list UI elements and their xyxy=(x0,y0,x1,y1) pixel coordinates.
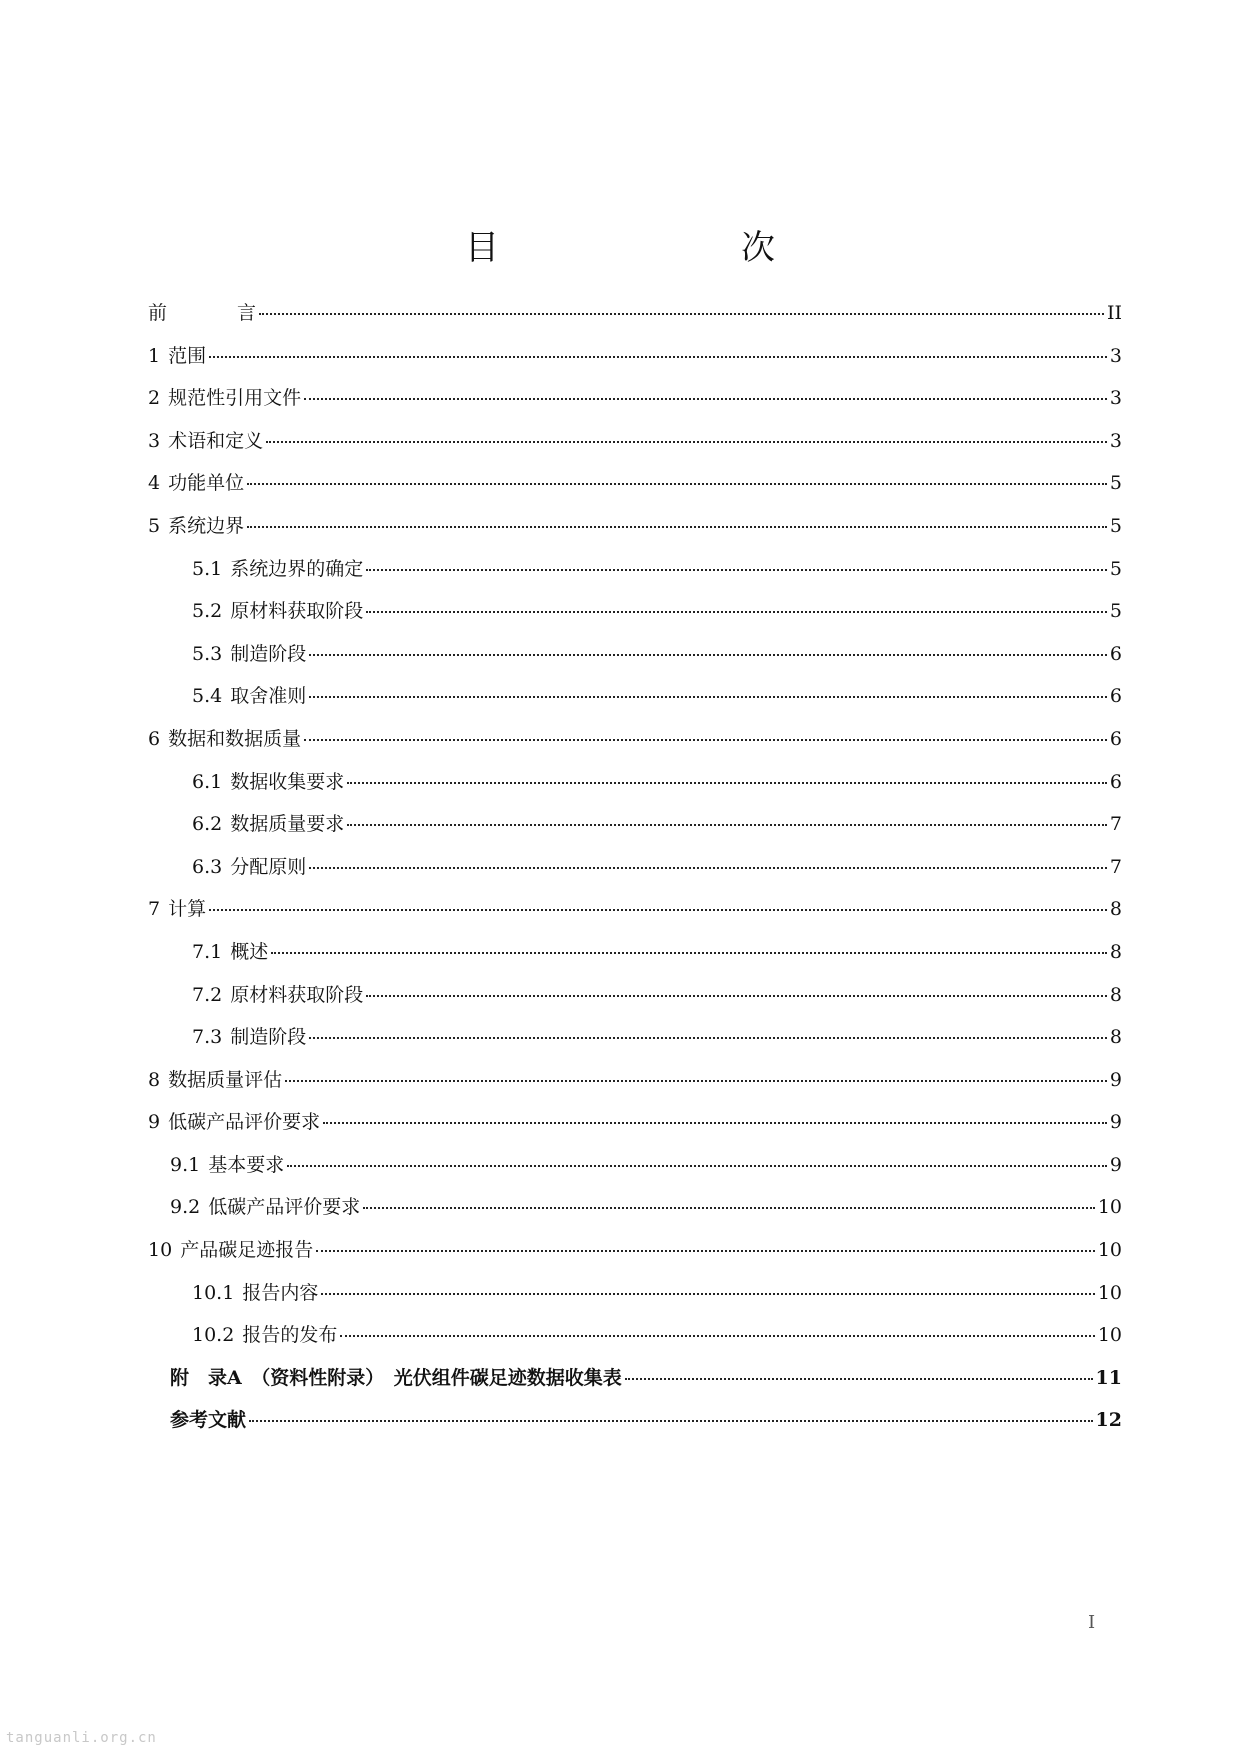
dot-leader xyxy=(247,483,1107,485)
toc-entry-number: 7.2 xyxy=(192,983,223,1006)
dot-leader xyxy=(366,995,1107,997)
toc-page-number: II xyxy=(1106,302,1122,324)
toc-entry-text: 制造阶段 xyxy=(230,642,307,665)
page-number: I xyxy=(1088,1612,1096,1633)
toc-subentry[interactable] xyxy=(148,554,1122,597)
dot-leader xyxy=(309,867,1107,869)
toc-page-number: 5 xyxy=(1109,514,1122,537)
dot-leader xyxy=(209,356,1107,358)
toc-page-number: 8 xyxy=(1109,940,1122,963)
toc-page-number: 12 xyxy=(1095,1409,1122,1432)
toc-page-number: 10 xyxy=(1097,1239,1122,1262)
toc-page-number: 8 xyxy=(1109,1026,1122,1049)
toc-entry-text: 言 xyxy=(237,302,257,324)
dot-leader xyxy=(266,441,1107,443)
toc-entry-number: 10 xyxy=(148,1239,173,1262)
toc-entry-text: 产品碳足迹报告 xyxy=(180,1239,314,1262)
table-of-contents xyxy=(148,298,1122,1448)
toc-page-number: 9 xyxy=(1109,1153,1122,1176)
toc-entry-text: 范围 xyxy=(168,344,207,367)
toc-page-number: 9 xyxy=(1109,1068,1122,1091)
toc-entry-text: 原材料获取阶段 xyxy=(230,983,364,1006)
toc-entry-number: 10.1 xyxy=(192,1281,235,1304)
dot-leader xyxy=(304,398,1107,400)
toc-entry-number: 10.2 xyxy=(192,1324,235,1347)
dot-leader xyxy=(309,654,1107,656)
toc-entry-number: 1 xyxy=(148,344,161,367)
toc-entry[interactable] xyxy=(148,1235,1122,1278)
toc-subentry[interactable] xyxy=(148,681,1122,724)
toc-entry-references[interactable] xyxy=(148,1405,1122,1448)
toc-subentry[interactable] xyxy=(148,809,1122,852)
toc-entry-number: 2 xyxy=(148,387,161,410)
toc-subentry[interactable] xyxy=(148,1150,1122,1193)
toc-entry-number: 6.1 xyxy=(192,770,223,793)
toc-entry-number: 6.2 xyxy=(192,813,223,836)
toc-entry-text: 基本要求 xyxy=(208,1153,285,1176)
toc-entry-text: 概述 xyxy=(230,940,269,963)
toc-entry-text: 计算 xyxy=(168,898,207,921)
dot-leader xyxy=(287,1165,1107,1167)
toc-page-number: 7 xyxy=(1109,855,1122,878)
toc-page-number: 9 xyxy=(1109,1111,1122,1134)
toc-entry[interactable] xyxy=(148,511,1122,554)
toc-entry-text: 取舍准则 xyxy=(230,685,307,708)
toc-entry[interactable] xyxy=(148,383,1122,426)
toc-subentry[interactable] xyxy=(148,1320,1122,1363)
dot-leader xyxy=(285,1080,1107,1082)
toc-entry-number: 8 xyxy=(148,1068,161,1091)
toc-title: 目 次 xyxy=(465,228,833,268)
toc-entry-number: 5.2 xyxy=(192,600,223,623)
toc-entry-number: 7.1 xyxy=(192,940,223,963)
toc-page-number: 8 xyxy=(1109,983,1122,1006)
toc-entry-text: 制造阶段 xyxy=(230,1026,307,1049)
toc-entry-number: 6 xyxy=(148,727,161,750)
toc-entry-number: 5.1 xyxy=(192,557,223,580)
toc-page-number: 5 xyxy=(1109,557,1122,580)
toc-page-number: 10 xyxy=(1097,1196,1122,1219)
toc-page-number: 6 xyxy=(1109,685,1122,708)
toc-entry[interactable] xyxy=(148,724,1122,767)
toc-entry-text: 原材料获取阶段 xyxy=(230,600,364,623)
toc-subentry[interactable] xyxy=(148,980,1122,1023)
dot-leader xyxy=(340,1335,1094,1337)
toc-entry-number: 7 xyxy=(148,898,161,921)
toc-entry-text: 系统边界的确定 xyxy=(230,557,364,580)
toc-subentry[interactable] xyxy=(148,852,1122,895)
dot-leader xyxy=(271,952,1107,954)
toc-entry-text: 数据和数据质量 xyxy=(168,727,302,750)
toc-entry-text: 规范性引用文件 xyxy=(168,387,302,410)
dot-leader xyxy=(316,1250,1095,1252)
toc-page-number: 10 xyxy=(1097,1324,1122,1347)
toc-entry-text: 功能单位 xyxy=(168,472,245,495)
toc-page-number: 6 xyxy=(1109,727,1122,750)
dot-leader xyxy=(259,313,1104,315)
toc-entry-text: 低碳产品评价要求 xyxy=(208,1196,361,1219)
dot-leader xyxy=(625,1378,1093,1380)
toc-entry-preface[interactable] xyxy=(148,298,1122,341)
toc-entry-text: 参考文献 xyxy=(170,1409,247,1432)
dot-leader xyxy=(304,739,1107,741)
toc-subentry[interactable] xyxy=(148,1022,1122,1065)
toc-page-number: 3 xyxy=(1109,387,1122,410)
dot-leader xyxy=(321,1293,1094,1295)
toc-entry-number: 7.3 xyxy=(192,1026,223,1049)
toc-page-number: 6 xyxy=(1109,770,1122,793)
toc-entry-text: 报告内容 xyxy=(242,1281,319,1304)
toc-entry-text: 系统边界 xyxy=(168,514,245,537)
toc-entry-text: 报告的发布 xyxy=(242,1324,338,1347)
toc-page-number: 3 xyxy=(1109,344,1122,367)
toc-entry-number: 9.2 xyxy=(170,1196,201,1219)
toc-entry[interactable] xyxy=(148,894,1122,937)
dot-leader xyxy=(366,569,1107,571)
dot-leader xyxy=(347,782,1107,784)
toc-entry[interactable] xyxy=(148,468,1122,511)
dot-leader xyxy=(249,1420,1093,1422)
toc-entry-number: 9.1 xyxy=(170,1153,201,1176)
toc-subentry[interactable] xyxy=(148,1192,1122,1235)
toc-page-number: 11 xyxy=(1095,1366,1122,1389)
dot-leader xyxy=(309,696,1107,698)
toc-entry-number: 5.3 xyxy=(192,642,223,665)
toc-entry-number: 5 xyxy=(148,514,161,537)
toc-page-number: 3 xyxy=(1109,429,1122,452)
dot-leader xyxy=(347,824,1107,826)
toc-entry[interactable] xyxy=(148,1065,1122,1108)
toc-entry-text: 数据质量评估 xyxy=(168,1068,283,1091)
toc-page-number: 8 xyxy=(1109,898,1122,921)
toc-entry-text: 前 xyxy=(148,302,238,324)
toc-entry-text: 术语和定义 xyxy=(168,429,264,452)
dot-leader xyxy=(323,1122,1107,1124)
toc-entry-text: 分配原则 xyxy=(230,855,307,878)
dot-leader xyxy=(363,1207,1095,1209)
toc-page-number: 5 xyxy=(1109,472,1122,495)
toc-entry-text: 低碳产品评价要求 xyxy=(168,1111,321,1134)
toc-entry-number: 6.3 xyxy=(192,855,223,878)
toc-entry-text: 附 录A （资料性附录） 光伏组件碳足迹数据收集表 xyxy=(170,1366,622,1389)
dot-leader xyxy=(209,909,1107,911)
dot-leader xyxy=(366,611,1107,613)
toc-subentry[interactable] xyxy=(148,639,1122,682)
toc-subentry[interactable] xyxy=(148,1278,1122,1321)
toc-page-number: 5 xyxy=(1109,600,1122,623)
toc-entry-text: 数据收集要求 xyxy=(230,770,345,793)
toc-page-number: 7 xyxy=(1109,813,1122,836)
toc-entry[interactable] xyxy=(148,341,1122,384)
toc-entry-appendix[interactable] xyxy=(148,1363,1122,1406)
toc-page-number: 10 xyxy=(1097,1281,1122,1304)
watermark: tanguanli.org.cn xyxy=(6,1730,157,1746)
toc-entry[interactable] xyxy=(148,1107,1122,1150)
dot-leader xyxy=(309,1037,1107,1039)
toc-entry-text: 数据质量要求 xyxy=(230,813,345,836)
toc-entry-number: 3 xyxy=(148,429,161,452)
dot-leader xyxy=(247,526,1107,528)
toc-subentry[interactable] xyxy=(148,596,1122,639)
toc-entry[interactable] xyxy=(148,426,1122,469)
toc-entry-number: 9 xyxy=(148,1111,161,1134)
toc-entry-number: 5.4 xyxy=(192,685,223,708)
toc-subentry[interactable] xyxy=(148,937,1122,980)
toc-entry-number: 4 xyxy=(148,472,161,495)
toc-subentry[interactable] xyxy=(148,767,1122,810)
toc-page-number: 6 xyxy=(1109,642,1122,665)
